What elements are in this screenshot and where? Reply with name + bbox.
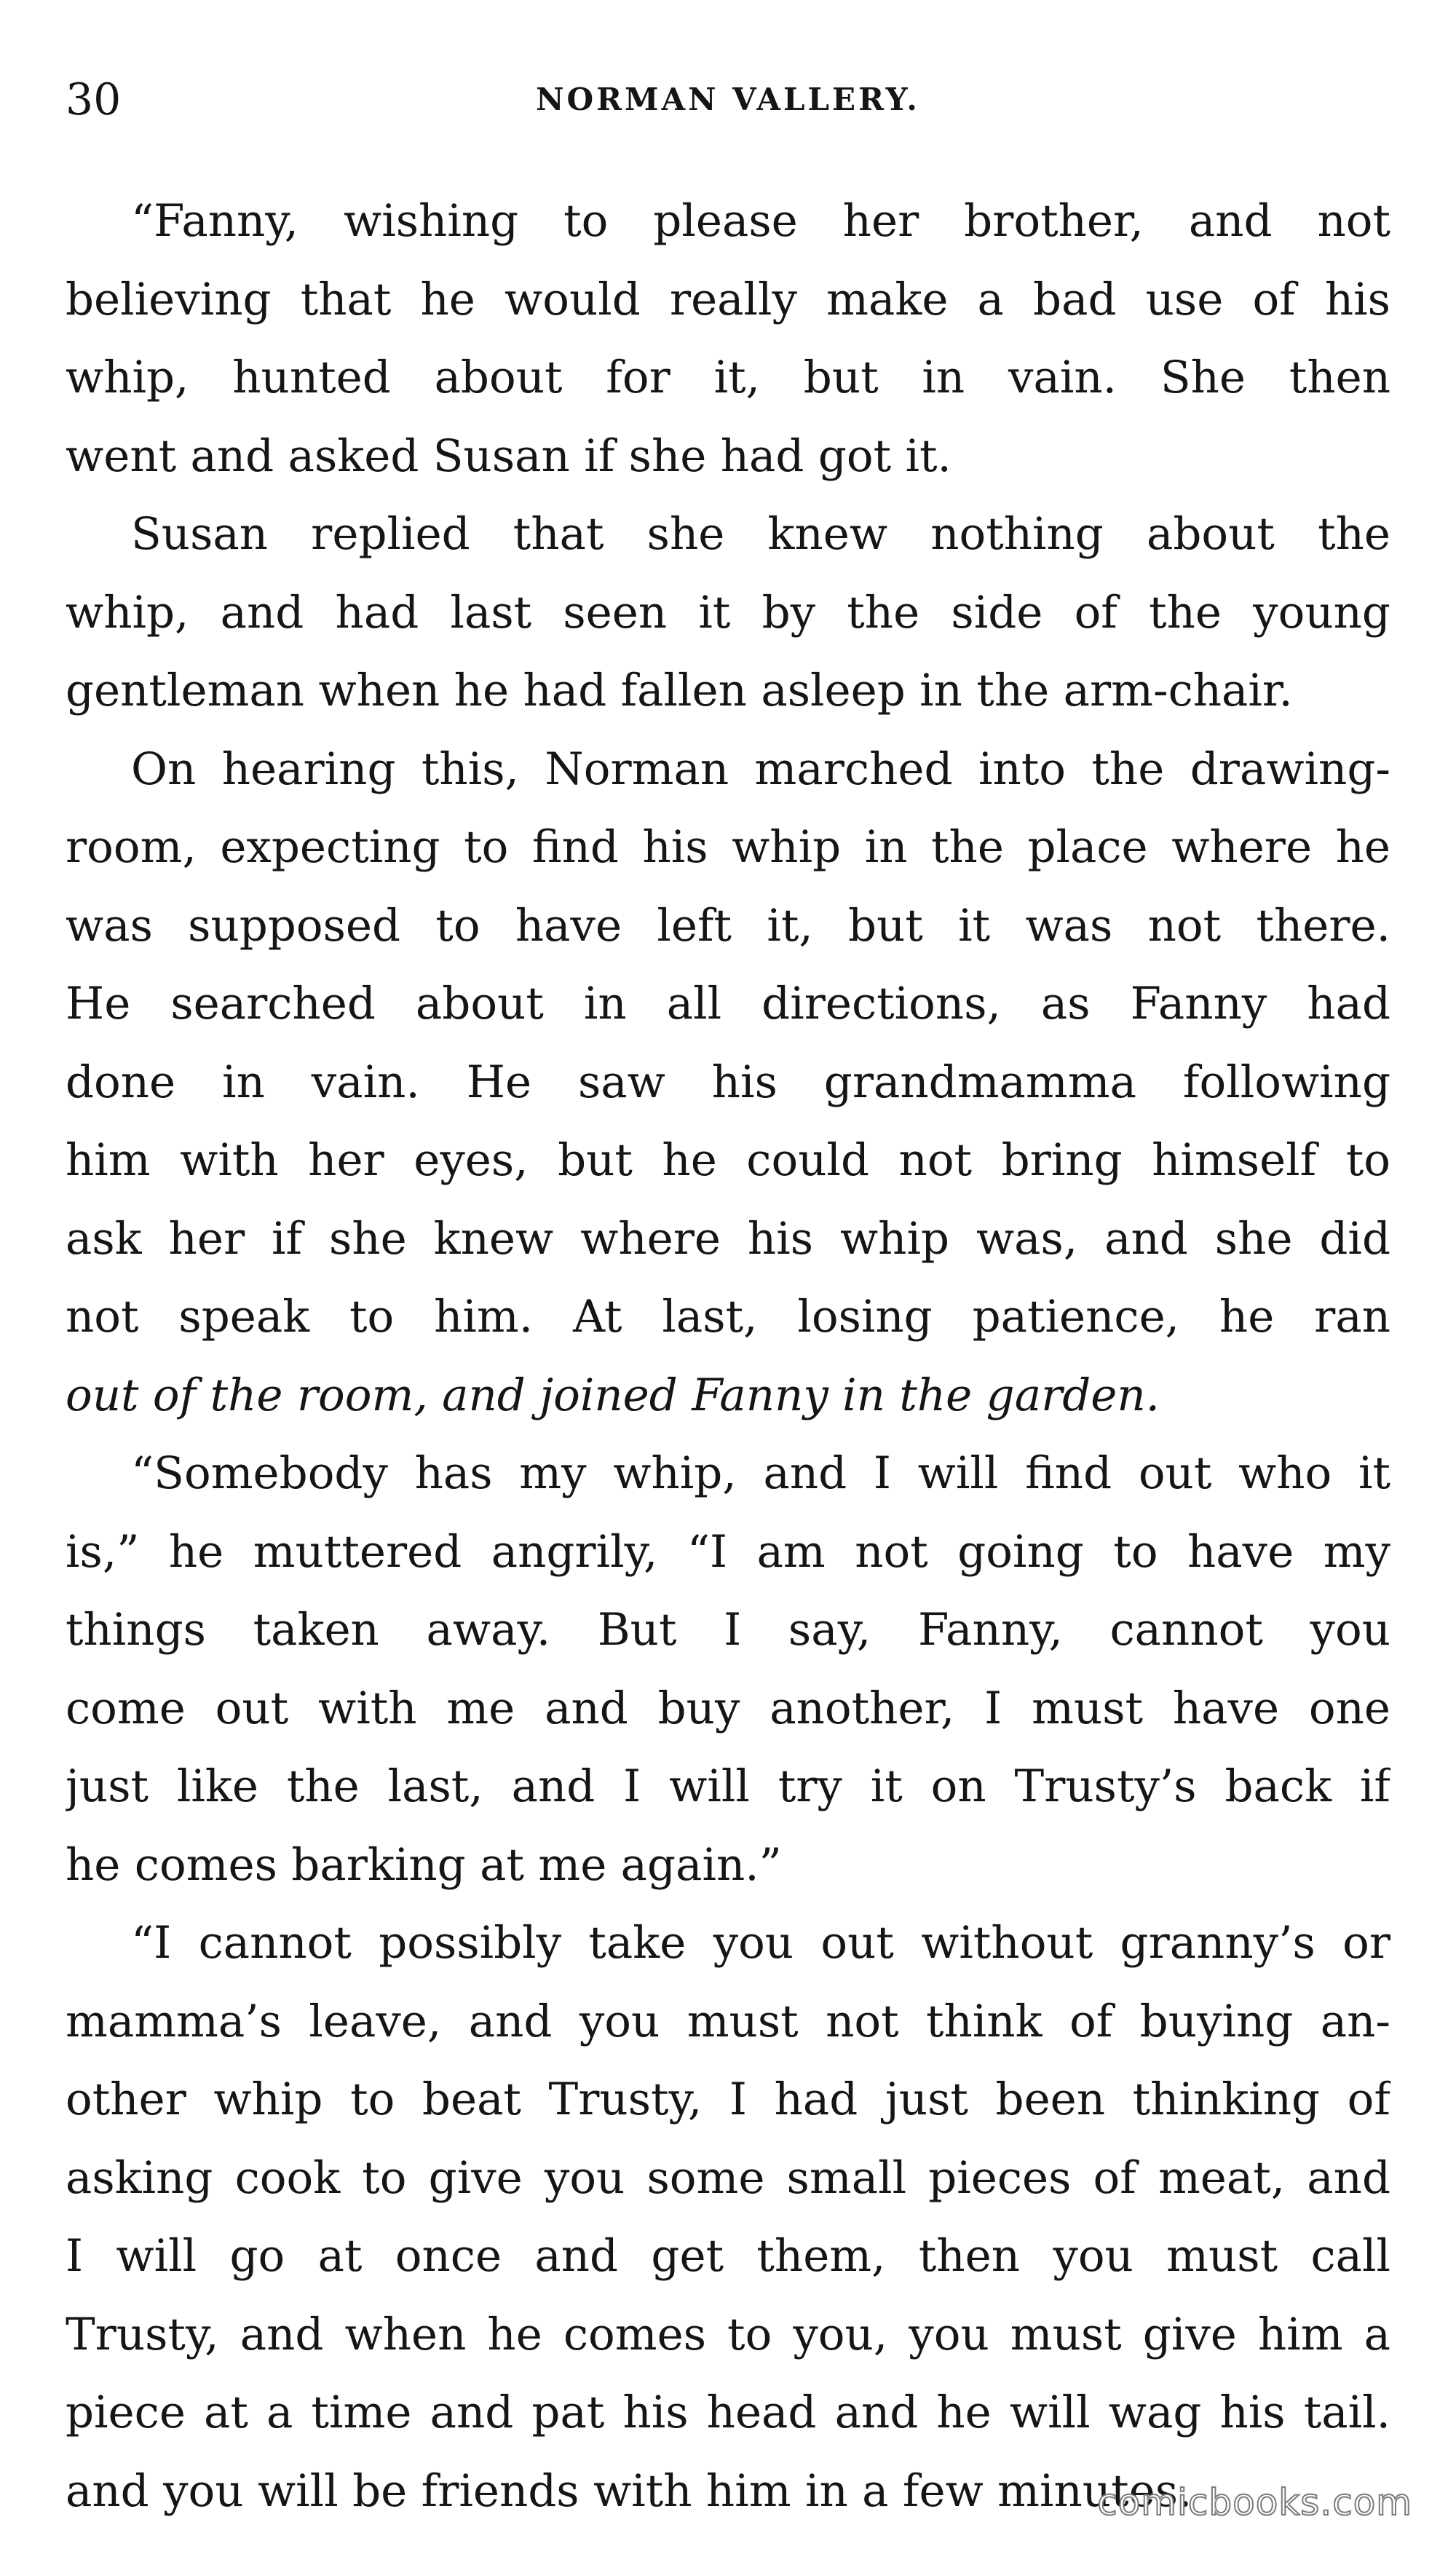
text-line: “Fanny, wishing to please her brother, and not [131, 195, 1390, 247]
text-line: was supposed to have left it, but it was not there. [66, 899, 1390, 952]
text-line: just like the last, and I will try it on Trusty’s back if [66, 1760, 1390, 1812]
text-line: He searched about in all directions, as Fanny had [66, 978, 1390, 1029]
text-line: “Somebody has my whip, and I will find out who it [131, 1447, 1390, 1499]
text-line: Susan replied that she knew nothing about the [131, 508, 1390, 560]
text-line: piece at a time and pat his head and he will wag his tail. [66, 2387, 1390, 2438]
text-line: believing that he would really make a bad use of his [66, 273, 1390, 325]
text-line: On hearing this, Norman marched into the drawing- [131, 743, 1390, 795]
text-line: ask her if she knew where his whip was, and she did [66, 1212, 1390, 1265]
text-line: things taken away. But I say, Fanny, cannot you [66, 1604, 1390, 1656]
watermark: comicbooks.com [1097, 2481, 1412, 2524]
paragraph-4 [66, 1434, 1390, 1904]
text-line: “I cannot possibly take you out without granny’s or [131, 1917, 1390, 1969]
text-line: him with her eyes, but he could not bring himself to [66, 1134, 1390, 1186]
page-header [66, 67, 1390, 133]
paragraph-3 [66, 730, 1390, 1435]
text-line: is,” he muttered angrily, “I am not going to have my [66, 1525, 1390, 1578]
text-line: room, expecting to find his whip in the place where he [66, 821, 1390, 873]
running-head: NORMAN VALLERY. [536, 82, 920, 117]
paragraph-5 [66, 1904, 1390, 2530]
text-line: Trusty, and when he comes to you, you must give him a [66, 2308, 1390, 2360]
text-line: and you will be friends with him in a few minutes. [66, 2465, 1192, 2517]
text-line: whip, and had last seen it by the side of the young [66, 586, 1390, 639]
text-line: come out with me and buy another, I must have one [66, 1682, 1390, 1734]
text-line: gentleman when he had fallen asleep in the arm-chair. [66, 665, 1293, 716]
text-line: went and asked Susan if she had got it. [66, 430, 951, 482]
page-number: 30 [66, 74, 122, 125]
text-line: other whip to beat Trusty, I had just been thinking of [66, 2074, 1390, 2125]
text-line: mamma’s leave, and you must not think of buying an- [66, 1995, 1390, 2047]
text-line: not speak to him. At last, losing patience, he ran [66, 1291, 1390, 1343]
text-line: I will go at once and get them, then you must call [66, 2230, 1390, 2282]
text-line: whip, hunted about for it, but in vain. She then [66, 352, 1390, 403]
text-line: asking cook to give you some small pieces of meat, and [66, 2151, 1390, 2204]
text-line: he comes barking at me again.” [66, 1838, 782, 1891]
text-line: done in vain. He saw his grandmamma following [66, 1056, 1390, 1108]
text-line: out of the room, and joined Fanny in the garden. [66, 1369, 1160, 1421]
paragraph-1 [66, 182, 1390, 495]
paragraph-2 [66, 495, 1390, 730]
